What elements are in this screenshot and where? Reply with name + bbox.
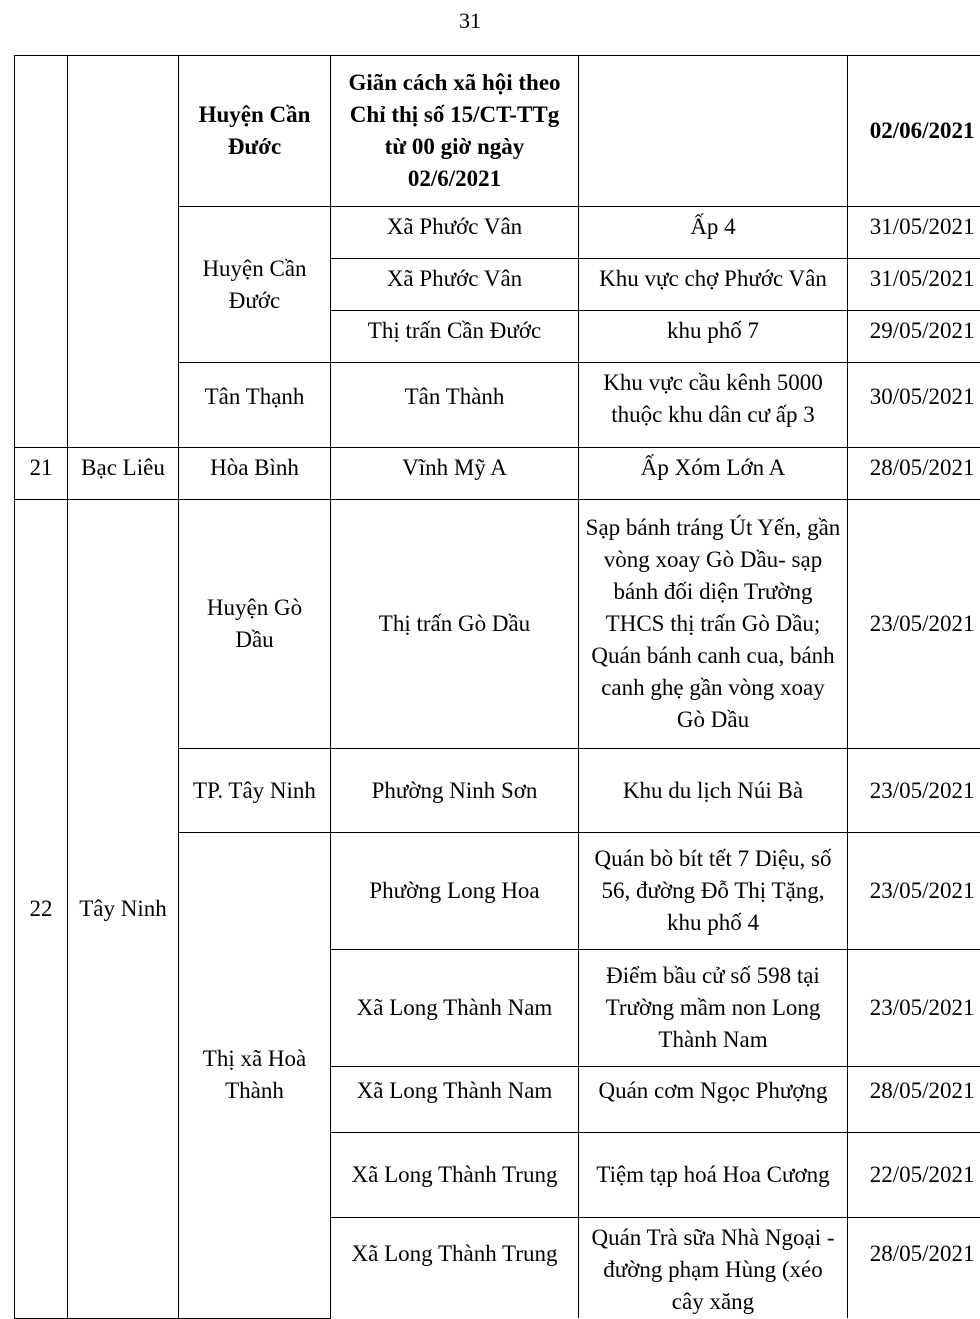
- table-row: [15, 56, 980, 207]
- district-cell: Hòa Bình: [179, 448, 331, 500]
- outbreak-locations-table: [14, 55, 980, 1319]
- date-cell: 23/05/2021: [848, 500, 980, 749]
- commune-cell: Phường Ninh Sơn: [331, 749, 579, 833]
- commune-cell: Thị trấn Cần Đước: [331, 311, 579, 363]
- commune-cell: Vĩnh Mỹ A: [331, 448, 579, 500]
- province-cell: [68, 56, 179, 448]
- commune-cell: Phường Long Hoa: [331, 833, 579, 950]
- stt-cell: 21: [15, 448, 68, 500]
- commune-cell: Xã Long Thành Nam: [331, 950, 579, 1067]
- page-number: 31: [0, 8, 940, 34]
- date-cell: 28/05/2021: [848, 1067, 980, 1133]
- location-cell: Sạp bánh tráng Út Yến, gần vòng xoay Gò Dầu- sạp bánh đối diện Trường THCS thị trấn Gò Dầu; Quán bánh canh cua, bánh canh ghẹ gần vòng xoay Gò Dầu: [579, 500, 848, 749]
- location-cell: khu phố 7: [579, 311, 848, 363]
- district-cell: Huyện Cần Đước: [179, 207, 331, 363]
- stt-cell: 22: [15, 500, 68, 1319]
- commune-cell: Giãn cách xã hội theo Chỉ thị số 15/CT-TTg từ 00 giờ ngày 02/6/2021: [331, 56, 579, 207]
- date-cell: 23/05/2021: [848, 950, 980, 1067]
- commune-cell: Xã Phước Vân: [331, 207, 579, 259]
- province-cell: Bạc Liêu: [68, 448, 179, 500]
- date-cell: 28/05/2021: [848, 1218, 980, 1319]
- district-cell: Thị xã Hoà Thành: [179, 833, 331, 1319]
- commune-cell: Xã Phước Vân: [331, 259, 579, 311]
- commune-cell: Xã Long Thành Trung: [331, 1133, 579, 1218]
- location-cell: Ấp 4: [579, 207, 848, 259]
- location-cell: [579, 56, 848, 207]
- table-row: [15, 500, 980, 749]
- location-cell: Khu du lịch Núi Bà: [579, 749, 848, 833]
- date-cell: 28/05/2021: [848, 448, 980, 500]
- date-cell: 23/05/2021: [848, 749, 980, 833]
- location-cell: Tiệm tạp hoá Hoa Cương: [579, 1133, 848, 1218]
- date-cell: 31/05/2021: [848, 207, 980, 259]
- location-cell: Quán Trà sữa Nhà Ngoại - đường phạm Hùng (xéo cây xăng: [579, 1218, 848, 1319]
- district-cell: TP. Tây Ninh: [179, 749, 331, 833]
- district-cell: Huyện Cần Đước: [179, 56, 331, 207]
- location-cell: Ấp Xóm Lớn A: [579, 448, 848, 500]
- province-cell: Tây Ninh: [68, 500, 179, 1319]
- commune-cell: Xã Long Thành Nam: [331, 1067, 579, 1133]
- commune-cell: Xã Long Thành Trung: [331, 1218, 579, 1319]
- commune-cell: Tân Thành: [331, 363, 579, 448]
- district-cell: Huyện Gò Dầu: [179, 500, 331, 749]
- district-cell: Tân Thạnh: [179, 363, 331, 448]
- date-cell: 31/05/2021: [848, 259, 980, 311]
- location-cell: Quán cơm Ngọc Phượng: [579, 1067, 848, 1133]
- date-cell: 29/05/2021: [848, 311, 980, 363]
- date-cell: 23/05/2021: [848, 833, 980, 950]
- commune-cell: Thị trấn Gò Dầu: [331, 500, 579, 749]
- date-cell: 02/06/2021: [848, 56, 980, 207]
- date-cell: 30/05/2021: [848, 363, 980, 448]
- table-row: [15, 448, 980, 500]
- location-cell: Khu vực chợ Phước Vân: [579, 259, 848, 311]
- location-cell: Điểm bầu cử số 598 tại Trường mầm non Long Thành Nam: [579, 950, 848, 1067]
- location-cell: Khu vực cầu kênh 5000 thuộc khu dân cư ấp 3: [579, 363, 848, 448]
- date-cell: 22/05/2021: [848, 1133, 980, 1218]
- location-cell: Quán bò bít tết 7 Diệu, số 56, đường Đỗ Thị Tặng, khu phố 4: [579, 833, 848, 950]
- stt-cell: [15, 56, 68, 448]
